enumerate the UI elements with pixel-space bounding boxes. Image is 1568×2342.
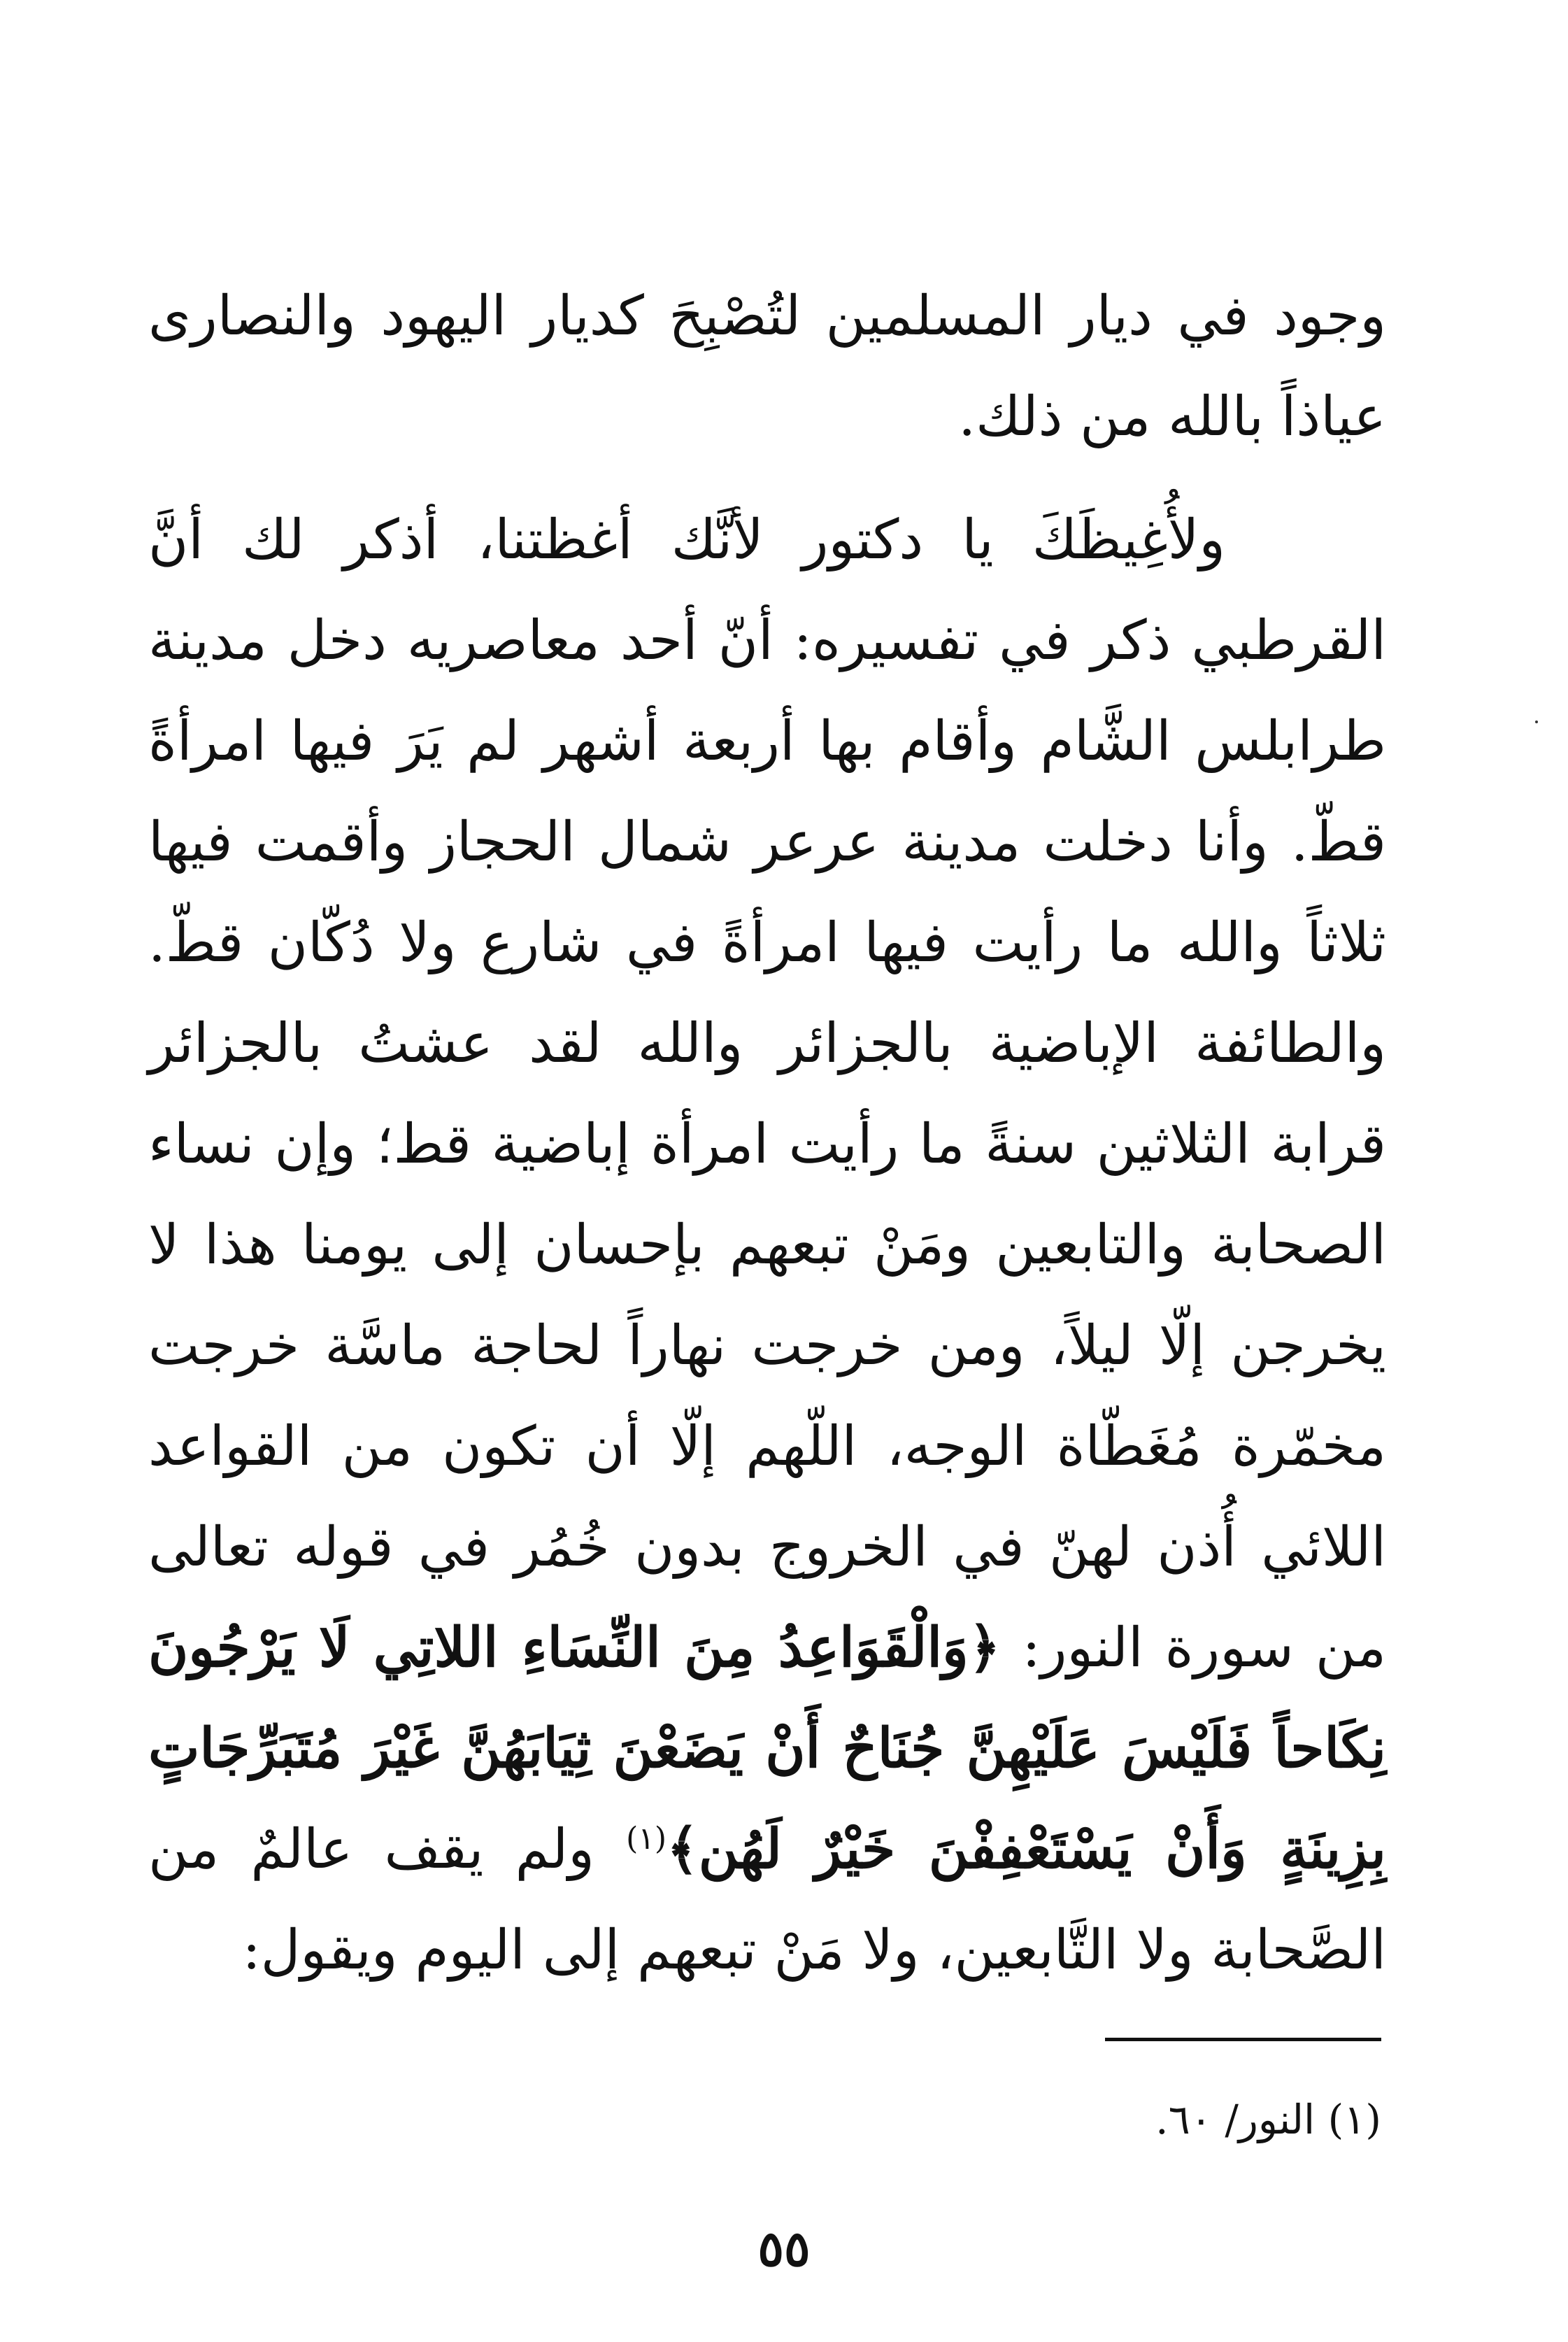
footnote-divider bbox=[1105, 2038, 1381, 2041]
quran-verse: ﴿وَالْقَوَاعِدُ مِنَ النِّسَاءِ اللاتِي لَا يَرْجُونَ نِكَاحاً فَلَيْسَ عَلَيْهِنَّ جُنَاحٌ أَنْ يَضَعْنَ ثِيَابَهُنَّ غَيْرَ مُتَبَرِّجَاتٍ بِزِينَةٍ وَأَنْ يَسْتَعْفِفْنَ خَيْرٌ لَهُن﴾ bbox=[148, 1616, 1387, 1881]
page-number: ٥٥ bbox=[757, 2220, 811, 2278]
intro-paragraph: وجود في ديار المسلمين لتُصْبِحَ كديار اليهود والنصارى عياذاً بالله من ذلك. bbox=[148, 285, 1386, 448]
main-paragraph bbox=[148, 490, 1386, 2001]
main-text-before-verse: ولأُغِيظَكَ يا دكتور لأنَّك أغظتنا، أذكر لك أنَّ القرطبي ذكر في تفسيره: أنّ أحد معاصريه دخل مدينة طرابلس الشَّام وأقام بها أربعة أشهر لم يَرَ فيها امرأةً قطّ. وأنا دخلت مدينة عرعر شمال الحجاز وأقمت فيها ثلاثاً والله ما رأيت فيها امرأةً في شارع ولا دُكّان قطّ. والطائفة الإباضية بالجزائر والله لقد عشتُ بالجزائر قرابة الثلاثين سنةً ما رأيت امرأة إباضية قط؛ وإن نساء الصحابة والتابعين ومَنْ تبعهم بإحسان إلى يومنا هذا لا يخرجن إلّا ليلاً، ومن خرجت نهاراً لحاجة ماسَّة خرجت مخمّرة مُغَطّاة الوجه، اللّهم إلّا أن تكون من القواعد اللائي أُذن لهنّ في الخروج بدون خُمُر في قوله تعالى من سورة النور: bbox=[148, 509, 1386, 1680]
footnote-reference[interactable]: (١) bbox=[626, 1821, 667, 1857]
body-text bbox=[148, 266, 1386, 2001]
footnote: (١) النور/ ٦٠. bbox=[1155, 2096, 1381, 2143]
scan-speck bbox=[1535, 721, 1538, 723]
main-text-after-verse: ولم يقف عالمٌ من الصَّحابة ولا التَّابعين، ولا مَنْ تبعهم إلى اليوم ويقول: bbox=[148, 1818, 1386, 1982]
